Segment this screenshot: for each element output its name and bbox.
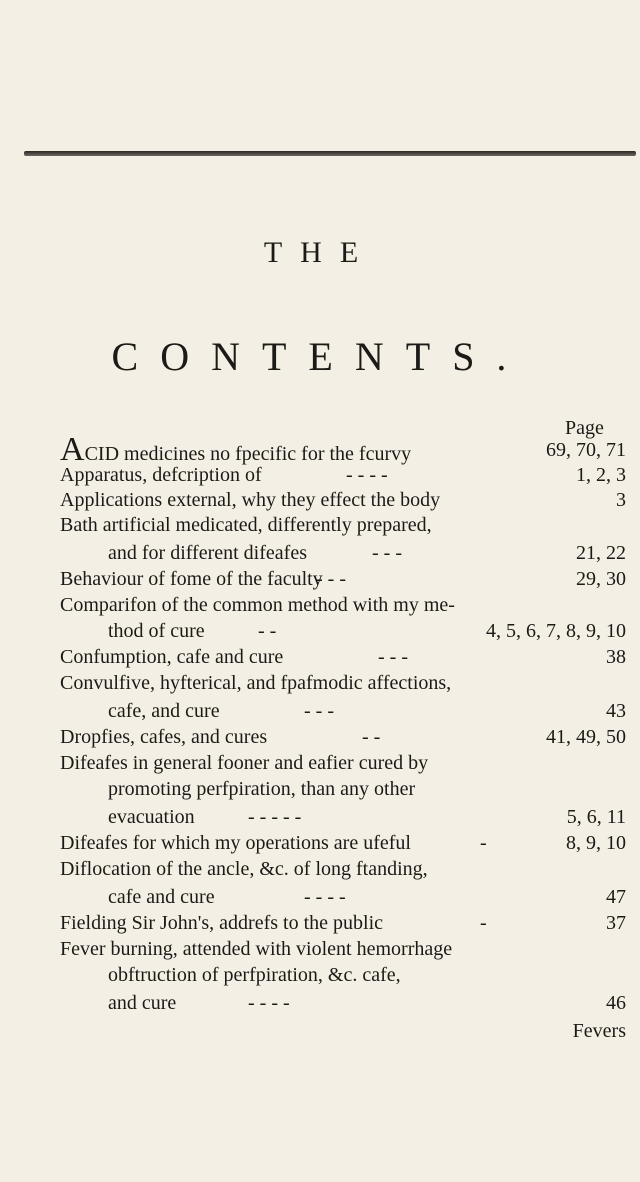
entry-text: Convulfive, hyfterical, and fpafmodic affections,: [60, 672, 452, 694]
entry-pages: 3: [616, 489, 626, 511]
entry-leader: - - - -: [304, 886, 346, 908]
entry-leader: - - - -: [346, 464, 388, 486]
entry-leader: -: [480, 832, 487, 854]
header-rule: [24, 151, 636, 156]
entry-pages: 38: [606, 646, 626, 668]
entry-text: Difeafes in general fooner and eafier cured by: [60, 752, 429, 774]
entry-leader: - - -: [372, 542, 402, 564]
entry-leader: - - - - -: [248, 806, 302, 828]
entry-text: Bath artificial medicated, differently prepared,: [60, 514, 432, 536]
entry-pages: 46: [606, 992, 626, 1014]
entry-text: and for different difeafes: [108, 542, 307, 564]
entry-text: cafe and cure: [108, 886, 215, 908]
entry-leader: - - -: [378, 646, 408, 668]
entry-pages: 1, 2, 3: [576, 464, 626, 486]
entry-text: Apparatus, defcription of: [60, 464, 262, 486]
entry-text: Fever burning, attended with violent hemorrhage: [60, 938, 453, 960]
entry-pages: 41, 49, 50: [546, 726, 626, 748]
entry-text: cafe, and cure: [108, 700, 220, 722]
entry-pages: 37: [606, 912, 626, 934]
entry-pages: 47: [606, 886, 626, 908]
entry-text: evacuation: [108, 806, 195, 828]
entry-pages: 4, 5, 6, 7, 8, 9, 10: [486, 620, 626, 642]
entry-leader: - -: [258, 620, 277, 642]
entry-pages: 5, 6, 11: [566, 806, 626, 828]
entry-text: Difeafes for which my operations are ufeful: [60, 832, 411, 854]
entry-leader: - -: [362, 726, 381, 748]
entry-text: promoting perfpiration, than any other: [108, 778, 416, 800]
entry-pages: 43: [606, 700, 626, 722]
entry-leader: - - -: [304, 700, 334, 722]
entry-pages: 29, 30: [576, 568, 626, 590]
entry-pages: 21, 22: [576, 542, 626, 564]
entry-text: Behaviour of fome of the faculty: [60, 568, 323, 590]
heading-the: THE: [263, 236, 377, 269]
catchword: Fevers: [572, 1020, 626, 1042]
entry-text: obftruction of perfpiration, &c. cafe,: [108, 964, 401, 986]
heading-contents: CONTENTS.: [111, 334, 529, 379]
entry-text: Diflocation of the ancle, &c. of long ftanding,: [60, 858, 428, 880]
entry-text: Confumption, cafe and cure: [60, 646, 284, 668]
entry-pages: 8, 9, 10: [566, 832, 626, 854]
page-column-label: Page: [565, 417, 604, 439]
entry-text: Fielding Sir John's, addrefs to the public: [60, 912, 384, 934]
entry-text: Dropfies, cafes, and cures: [60, 726, 268, 748]
initial-capital: A: [60, 431, 85, 468]
entry-leader: - - -: [316, 568, 346, 590]
entry-text: and cure: [108, 992, 177, 1014]
entry-leader: - - - -: [248, 992, 290, 1014]
entry-text-rest: medicines no fpecific for the fcurvy: [124, 443, 412, 465]
entry-text: thod of cure: [108, 620, 205, 642]
entry-leader: -: [480, 912, 487, 934]
entry-pages: 69, 70, 71: [546, 439, 626, 461]
entry-text: Comparifon of the common method with my me-: [60, 594, 455, 616]
small-caps-word: CID: [84, 443, 120, 465]
entry-text: Applications external, why they effect the body: [60, 489, 441, 511]
